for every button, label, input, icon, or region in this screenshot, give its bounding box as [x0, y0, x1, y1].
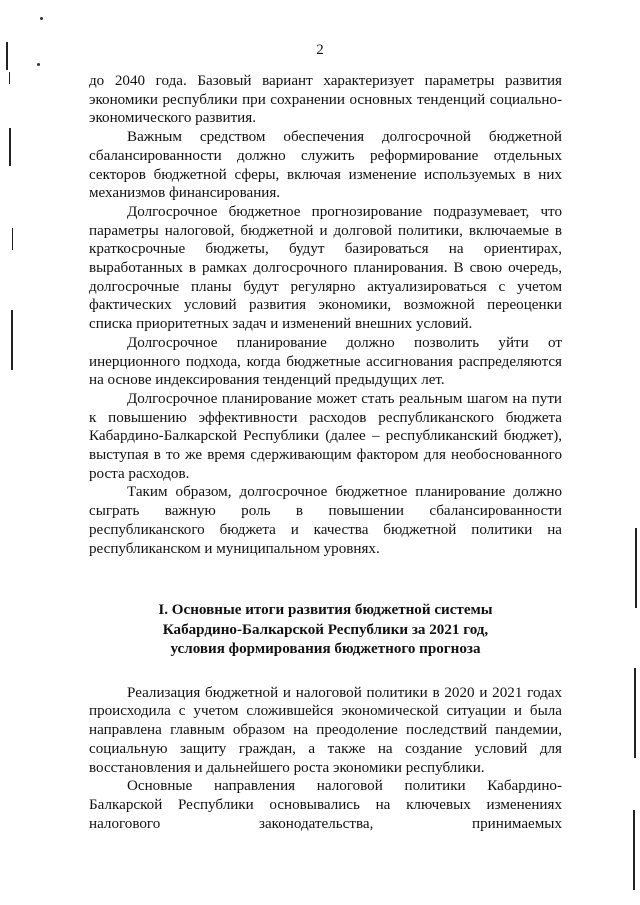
scan-mark	[634, 668, 636, 758]
paragraph: Долгосрочное бюджетное прогнозирование подразумевает, что параметры налоговой, бюджетной и долговой политики, включаемые в краткосрочные бюджеты, будут базироваться на ориентирах, выработанных в рамках долгосрочного планирования. В свою очередь, долгосрочные планы будут регулярно актуализироваться с учетом фактических условий развития экономики, возможной переоценки списка приоритетных задач и изменений внешних условий.	[89, 203, 562, 333]
scan-mark	[9, 128, 11, 166]
section-heading-line: Кабардино-Балкарской Республики за 2021 год,	[162, 621, 489, 638]
scan-mark	[633, 810, 635, 890]
scan-mark	[635, 528, 637, 608]
paragraph: Важным средством обеспечения долгосрочной бюджетной сбалансированности должно служить реформирование отдельных секторов бюджетной сферы, включая изменение используемых в них механизмов финансирования.	[89, 129, 562, 202]
paragraph: Основные направления налоговой политики Кабардино-Балкарской Республики основывались на ключевых изменениях налогового законодательства, принимаемых	[89, 778, 562, 832]
scan-dot	[40, 17, 43, 20]
scan-mark	[9, 72, 10, 84]
paragraph: Реализация бюджетной и налоговой политики в 2020 и 2021 годах происходила с учетом сложившейся экономической ситуации и была направлена главным образом на преодоление последствий пандемии, социальную защиту граждан, а также на создание условий для восстановления и дальнейшего роста экономики республики.	[89, 684, 562, 776]
scan-dot	[37, 63, 40, 66]
paragraph: до 2040 года. Базовый вариант характеризует параметры развития экономики республики при сохранении основных тенденций социально-экономического развития.	[89, 73, 562, 127]
page-number: 2	[316, 42, 324, 58]
paragraph: Таким образом, долгосрочное бюджетное планирование должно сыграть важную роль в повышении сбалансированности республиканского бюджета и качества бюджетной политики на республиканском и муниципальном уровнях.	[89, 484, 562, 557]
paragraph: Долгосрочное планирование может стать реальным шагом на пути к повышению эффективности расходов республиканского бюджета Кабардино-Балкарской Республики (далее – республиканский бюджет), выступая в то же время сдерживающим фактором для необоснованного роста расходов.	[89, 390, 562, 482]
paragraph: Долгосрочное планирование должно позволить уйти от инерционного подхода, когда бюджетные ассигнования распределяются на основе индексирования тенденций предыдущих лет.	[89, 334, 562, 389]
section-heading	[89, 601, 562, 660]
scan-mark	[12, 228, 13, 250]
document-body	[89, 72, 562, 833]
section-heading-line: I. Основные итоги развития бюджетной системы	[158, 602, 493, 619]
scan-mark	[11, 310, 13, 370]
section-heading-line: условия формирования бюджетного прогноза	[170, 641, 481, 658]
